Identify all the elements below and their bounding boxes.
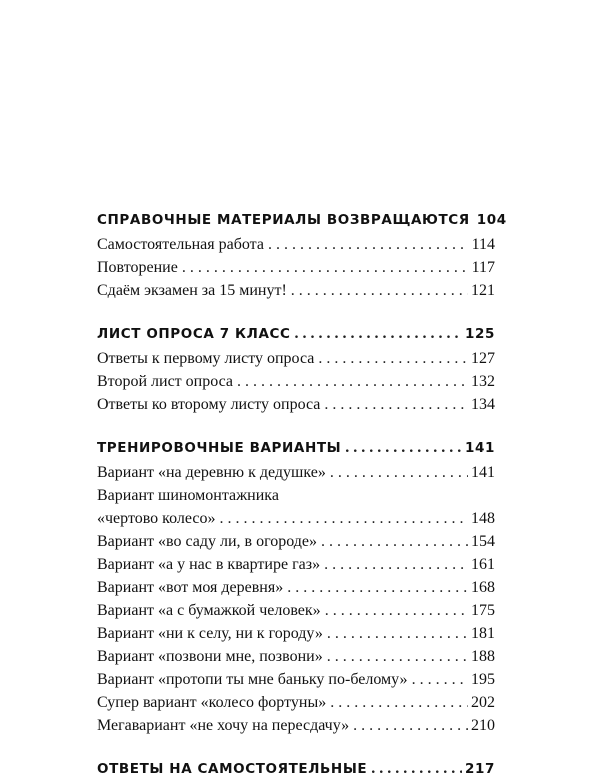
toc-entry[interactable] [97, 576, 495, 599]
dot-leader [268, 233, 469, 256]
entry-title: Сдаём экзамен за 15 минут! [97, 282, 287, 299]
entry-title: Вариант шиномонтажника [97, 487, 279, 504]
page-number: 181 [471, 625, 495, 642]
toc-entry[interactable] [97, 599, 495, 622]
toc-section [97, 207, 507, 302]
entry-title: Второй лист опроса [97, 373, 234, 390]
toc-entry[interactable] [97, 461, 495, 484]
toc-entry[interactable] [97, 553, 495, 576]
dot-leader [324, 553, 468, 576]
page-number: 148 [471, 510, 495, 527]
dot-leader [295, 321, 462, 347]
entry-title: Вариант «а с бумажкой человек» [97, 602, 321, 619]
toc-section-heading[interactable] [97, 321, 495, 347]
entry-title: Вариант «ни к селу, ни к городу» [97, 625, 323, 642]
toc-section-heading[interactable] [97, 435, 495, 461]
dot-leader [327, 645, 468, 668]
page-number: 210 [471, 717, 495, 734]
entry-title: Вариант «вот моя деревня» [97, 579, 284, 596]
page-number: 202 [471, 694, 495, 711]
toc-entry[interactable] [97, 668, 495, 691]
dot-leader [237, 370, 468, 393]
page-number: 195 [471, 671, 495, 688]
page-number: 141 [471, 464, 495, 481]
toc-entry[interactable] [97, 530, 495, 553]
page-number: 154 [471, 533, 495, 550]
page-number: 125 [465, 326, 495, 342]
toc-section [97, 756, 495, 782]
page-number: 188 [471, 648, 495, 665]
entry-title: «чертово колесо» [97, 510, 216, 527]
toc-entry[interactable] [97, 645, 495, 668]
section-title: ЛИСТ ОПРОСА 7 КЛАСС [97, 326, 291, 342]
entry-title: Вариант «на деревню к дедушке» [97, 464, 326, 481]
page-number: 168 [471, 579, 495, 596]
dot-leader [345, 435, 462, 461]
dot-leader [321, 530, 468, 553]
entry-title: Вариант «позвони мне, позвони» [97, 648, 323, 665]
dot-leader [324, 393, 468, 416]
entry-title: Супер вариант «колесо фортуны» [97, 694, 327, 711]
page-number: 132 [471, 373, 495, 390]
page-number: 161 [471, 556, 495, 573]
toc-entry[interactable] [97, 691, 495, 714]
dot-leader [182, 256, 469, 279]
page-number: 121 [471, 282, 495, 299]
entry-title: Вариант «протопи ты мне баньку по-белому» [97, 671, 408, 688]
toc-section-heading[interactable] [97, 756, 495, 782]
toc-entry[interactable] [97, 507, 495, 530]
page-number: 134 [471, 396, 495, 413]
page-number: 117 [471, 259, 495, 276]
section-title: ОТВЕТЫ НА САМОСТОЯТЕЛЬНЫЕ [97, 761, 368, 777]
toc-section [97, 321, 495, 416]
page-number: 104 [476, 212, 507, 228]
toc-section [97, 435, 495, 737]
page-number: 217 [465, 761, 495, 777]
dot-leader [318, 347, 468, 370]
entry-title: Ответы к первому листу опроса [97, 350, 315, 367]
toc-entry[interactable] [97, 256, 495, 279]
page-number: 114 [471, 236, 495, 253]
section-title: СПРАВОЧНЫЕ МАТЕРИАЛЫ ВОЗВРАЩАЮТСЯ [97, 212, 470, 228]
entry-title: Вариант «во саду ли, в огороде» [97, 533, 318, 550]
page-number: 175 [471, 602, 495, 619]
dot-leader [327, 622, 468, 645]
dot-leader [371, 756, 462, 782]
dot-leader [353, 714, 468, 737]
section-title: ТРЕНИРОВОЧНЫЕ ВАРИАНТЫ [97, 440, 342, 456]
entry-title: Ответы ко второму листу опроса [97, 396, 321, 413]
page-number: 127 [471, 350, 495, 367]
dot-leader [412, 668, 468, 691]
dot-leader [287, 576, 468, 599]
toc-entry-continued[interactable] [97, 484, 495, 507]
toc-entry[interactable] [97, 279, 495, 302]
toc-entry[interactable] [97, 622, 495, 645]
toc-entry[interactable] [97, 370, 495, 393]
entry-title: Самостоятельная работа [97, 236, 264, 253]
entry-title: Повторение [97, 259, 178, 276]
toc-entry[interactable] [97, 393, 495, 416]
dot-leader [330, 461, 468, 484]
page-number: 141 [465, 440, 495, 456]
dot-leader [220, 507, 469, 530]
toc-entry[interactable] [97, 233, 495, 256]
toc-entry[interactable] [97, 714, 495, 737]
entry-title: Мегавариант «не хочу на пересдачу» [97, 717, 350, 734]
table-of-contents [97, 207, 507, 782]
dot-leader [330, 691, 468, 714]
dot-leader [291, 279, 468, 302]
entry-title: Вариант «а у нас в квартире газ» [97, 556, 321, 573]
toc-entry[interactable] [97, 347, 495, 370]
dot-leader [325, 599, 468, 622]
toc-section-heading[interactable] [97, 207, 507, 233]
